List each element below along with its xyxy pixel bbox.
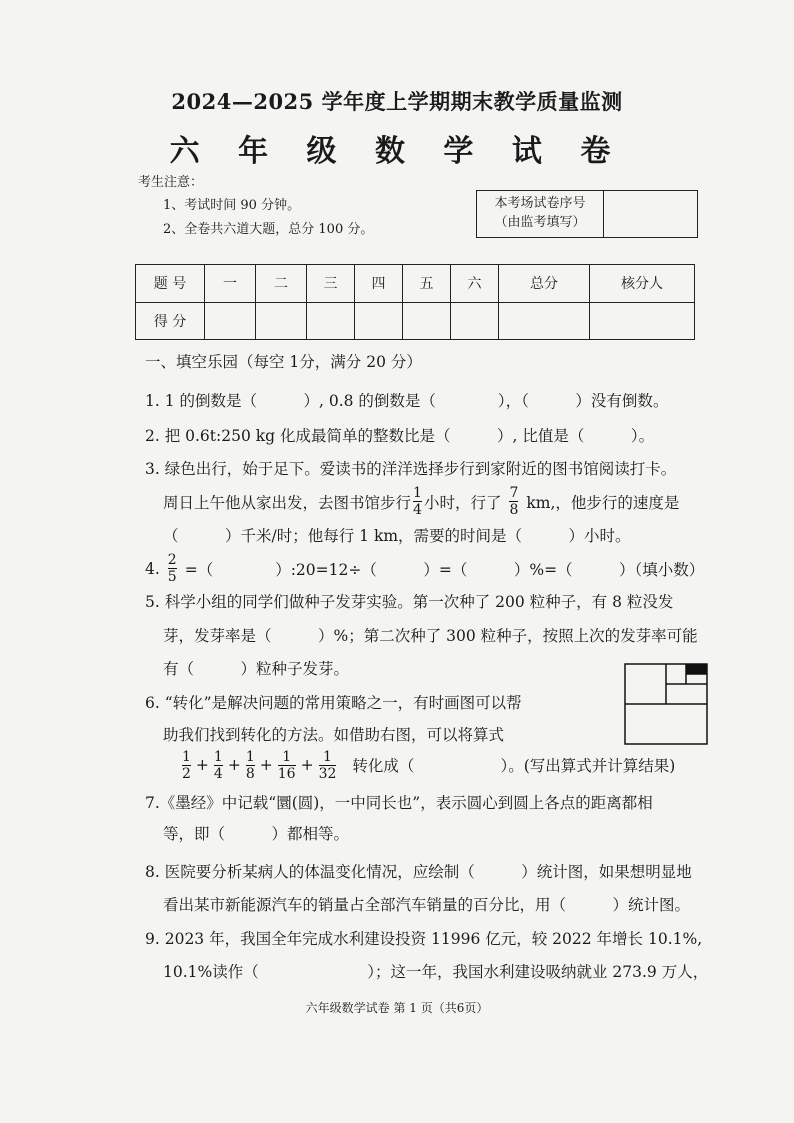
score-cell[interactable] xyxy=(403,302,451,340)
q6-fraction xyxy=(319,750,337,781)
fraction-numerator: 1 xyxy=(413,485,422,501)
header-cell: 二 xyxy=(256,265,307,303)
header-cell: 四 xyxy=(355,265,403,303)
question-6-line-1: 6. “转化”是解决问题的常用策略之一，有时画图可以帮 xyxy=(145,694,522,712)
seat-label-line1: 本考场试卷序号 xyxy=(494,196,586,211)
fraction-numerator: 1 xyxy=(213,748,223,765)
score-cell[interactable] xyxy=(355,302,403,340)
question-7-line-2: 等，即（ ）都相等。 xyxy=(163,825,350,843)
score-table-score-row xyxy=(136,302,695,340)
question-6-line-2: 助我们找到转化的方法。如借助右图，可以将算式 xyxy=(163,726,505,744)
exam-subtitle: 六 年 级 数 学 试 卷 xyxy=(169,134,625,169)
fraction-denominator: 32 xyxy=(318,765,337,782)
fraction-denominator: 4 xyxy=(413,502,422,518)
score-cell[interactable] xyxy=(590,302,695,340)
fraction-denominator: 2 xyxy=(182,765,191,782)
header-cell: 核分人 xyxy=(590,265,695,303)
fraction-numerator: 2 xyxy=(167,552,177,568)
seat-number-field[interactable] xyxy=(604,191,697,237)
q4-text: =（ ）:20=12÷（ ）=（ ）%=（ ）（填小数） xyxy=(184,560,705,579)
square-partition-diagram xyxy=(624,663,708,745)
fraction-denominator: 16 xyxy=(277,765,296,782)
header-cell: 五 xyxy=(403,265,451,303)
score-cell[interactable] xyxy=(307,302,355,340)
notice-item-2: 2、全卷共六道大题，总分 100 分。 xyxy=(163,222,374,237)
fraction-numerator: 1 xyxy=(245,748,255,765)
question-2: 2. 把 0.6t:250 kg 化成最简单的整数比是（ ）, 比值是（ ）。 xyxy=(145,427,655,445)
q6-fraction xyxy=(214,750,223,781)
question-5-line-1: 5. 科学小组的同学们做种子发芽实验。第一次种了 200 粒种子，有 8 粒没发 xyxy=(145,593,674,611)
question-8-line-1: 8. 医院要分析某病人的体温变化情况，应绘制（ ）统计图，如果想明显地 xyxy=(145,863,692,881)
fraction-denominator: 5 xyxy=(167,569,177,585)
question-9-line-1: 9. 2023 年，我国全年完成水利建设投资 11996 亿元，较 2022 年增长 10.1%, xyxy=(145,930,703,948)
score-cell[interactable] xyxy=(256,302,307,340)
fraction-numerator: 1 xyxy=(323,748,332,765)
plus-sign: + xyxy=(300,756,314,774)
fraction-numerator: 1 xyxy=(282,748,292,765)
question-5-line-3: 有（ ）粒种子发芽。 xyxy=(163,660,350,678)
page-footer: 六年级数学试卷 第 1 页（共6页） xyxy=(305,1001,489,1015)
q6-fraction xyxy=(278,750,296,781)
section-1-heading: 一、填空乐园（每空 1分，满分 20 分） xyxy=(145,353,422,371)
q6-text-b: 转化成（ xyxy=(352,757,415,775)
question-7-line-1: 7.《墨经》中记载“圜(圆)，一中同长也”，表示圆心到圆上各点的距离都相 xyxy=(145,794,653,812)
q6-text-c: ）。(写出算式并计算结果) xyxy=(500,757,676,775)
header-cell: 一 xyxy=(205,265,256,303)
exam-title: 2024—2025 学年度上学期期末教学质量监测 xyxy=(171,89,623,114)
plus-sign: + xyxy=(195,756,209,774)
question-3-line-2 xyxy=(163,486,679,517)
q3-text-c: km,，他步行的速度是 xyxy=(526,493,680,512)
header-cell: 题 号 xyxy=(136,265,205,303)
fraction-denominator: 4 xyxy=(213,765,223,782)
score-cell[interactable] xyxy=(499,302,590,340)
seat-number-label xyxy=(477,191,604,237)
shaded-part xyxy=(686,664,707,674)
score-row-label: 得 分 xyxy=(136,302,205,340)
header-cell: 三 xyxy=(307,265,355,303)
q4-fraction xyxy=(168,553,177,584)
question-1: 1. 1 的倒数是（ ）, 0.8 的倒数是（ ），（ ）没有倒数。 xyxy=(145,392,669,410)
score-cell[interactable] xyxy=(451,302,499,340)
header-cell: 总分 xyxy=(499,265,590,303)
question-9-line-2: 10.1%读作（ ）；这一年，我国水利建设吸纳就业 273.9 万人， xyxy=(163,963,709,981)
score-table xyxy=(135,264,695,340)
seat-label-line2: （由监考填写） xyxy=(494,215,586,230)
notice-item-1: 1、考试时间 90 分钟。 xyxy=(163,198,301,213)
question-8-line-2: 看出某市新能源汽车的销量占全部汽车销量的百分比，用（ ）统计图。 xyxy=(163,896,691,914)
q4-number: 4. xyxy=(145,559,160,578)
question-4 xyxy=(145,553,704,584)
score-table-header-row xyxy=(136,265,695,303)
question-6-line-3 xyxy=(180,744,675,786)
notice-heading: 考生注意： xyxy=(138,175,204,190)
q3-fraction-2 xyxy=(509,486,518,517)
question-3-line-1: 3. 绿色出行，始于足下。爱读书的洋洋选择步行到家附近的图书馆阅读打卡。 xyxy=(145,460,677,478)
q6-fraction xyxy=(246,750,255,781)
question-3-line-3: （ ）千米/时；他每行 1 km，需要的时间是（ ）小时。 xyxy=(163,527,631,545)
fraction-denominator: 8 xyxy=(509,502,519,518)
score-cell[interactable] xyxy=(205,302,256,340)
q6-fraction xyxy=(182,750,191,781)
q3-fraction-1 xyxy=(413,486,422,517)
plus-sign: + xyxy=(227,756,241,774)
header-cell: 六 xyxy=(451,265,499,303)
plus-sign: + xyxy=(259,756,273,774)
q3-text-b: 小时，行了 xyxy=(423,493,502,512)
fraction-denominator: 8 xyxy=(245,765,255,782)
fraction-numerator: 1 xyxy=(182,748,191,765)
fraction-numerator: 7 xyxy=(509,485,519,501)
seat-number-box xyxy=(476,190,698,238)
q3-text-a: 周日上午他从家出发，去图书馆步行 xyxy=(163,493,412,512)
question-5-line-2: 芽，发芽率是（ ）%；第二次种了 300 粒种子，按照上次的发芽率可能 xyxy=(163,627,698,645)
